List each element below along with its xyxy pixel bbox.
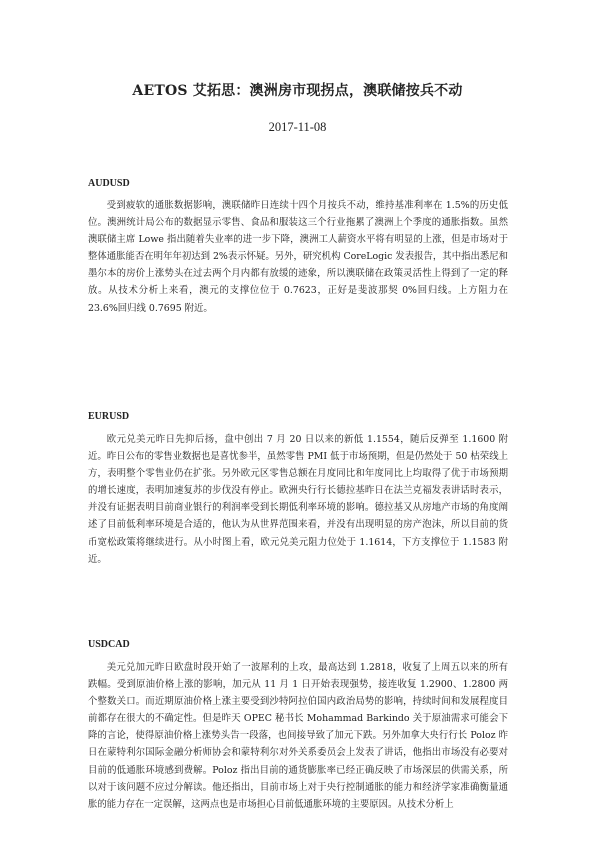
- section-heading-eurusd: EURUSD: [88, 411, 130, 422]
- document-date: 2017-11-08: [268, 120, 327, 134]
- section-body-usdcad: 美元兑加元昨日欧盘时段开始了一波犀利的上攻，最高达到 1.2818，收复了上周五以来的所有跌幅。受到原油价格上涨的影响，加元从 11 月 1 日开始表现强势，接连收复 1.2900、1.2800 两个整数关口。而近期原油价格上涨主要受到沙特阿拉伯国内政治局势的影响，持续时间和发展程度目前都存在很大的不确定性。但是昨天 OPEC 秘书长 Mohammad Barkindo 关于原油需求可能会下降的言论，使得原油价格上涨势头告一段落，也间接导致了加元下跌。另外加拿大央行行长 Poloz 昨日在蒙特利尔国际金融分析师协会和蒙特利尔对外关系委员会上发表了讲话，他指出市场没有必要对目前的低通胀环境感到费解。Poloz 指出目前的通货膨胀率已经正确反映了市场深层的供需关系，所以对于该问题不应过分解读。他还指出，目前市场上对于央行控制通胀的能力和经济学家准确衡量通胀的能力存在一定误解，这两点也是市场担心目前低通胀环境的主要原因。从技术分析上: [88, 662, 508, 810]
- section-body-audusd: 受到疲软的通胀数据影响，澳联储昨日连续十四个月按兵不动，维持基准利率在 1.5%的历史低位。澳洲统计局公布的数据显示零售、食品和服装这三个行业拖累了澳洲上个季度的通胀指数。虽然澳联储主席 Lowe 指出随着失业率的进一步下降，澳洲工人薪资水平将有明显的上涨，但是市场对于整体通胀能否在明年年初达到 2%表示怀疑。另外，研究机构 CoreLogic 发表报告，其中指出悉尼和墨尔本的房价上涨势头在过去两个月内都有放缓的迹象，所以澳联储在政策灵活性上得到了一定的释放。从技术分析上来看，澳元的支撑位位于 0.7623，正好是斐波那契 0%回归线。上方阻力在 23.6%回归线 0.7695 附近。: [88, 200, 508, 314]
- section-heading-usdcad: USDCAD: [88, 639, 130, 650]
- section-heading-audusd: AUDUSD: [88, 178, 130, 189]
- section-body-eurusd: 欧元兑美元昨日先抑后扬，盘中创出 7 月 20 日以来的新低 1.1554，随后反弹至 1.1600 附近。昨日公布的零售业数据也是喜忧参半，虽然零售 PMI 低于市场预期，但是仍然处于 50 枯荣线上方，表明整个零售业仍在扩张。另外欧元区零售总额在月度同比和年度同比上均取得了优于市场预期的增长速度，表明加速复苏的步伐没有停止。欧洲央行行长德拉基昨日在法兰克福发表讲话时表示，并没有证据表明目前商业银行的利润率受到长期低利率环境的影响。德拉基又从房地产市场的角度阐述了目前低利率环境是合适的，他认为从世界范围来看，并没有出现明显的房产泡沫，所以目前的货币宽松政策将继续进行。从小时图上看，欧元兑美元阻力位处于 1.1614，下方支撑位于 1.1583 附近。: [88, 434, 508, 565]
- document-title: AETOS 艾拓思：澳洲房市现拐点，澳联储按兵不动: [132, 83, 463, 99]
